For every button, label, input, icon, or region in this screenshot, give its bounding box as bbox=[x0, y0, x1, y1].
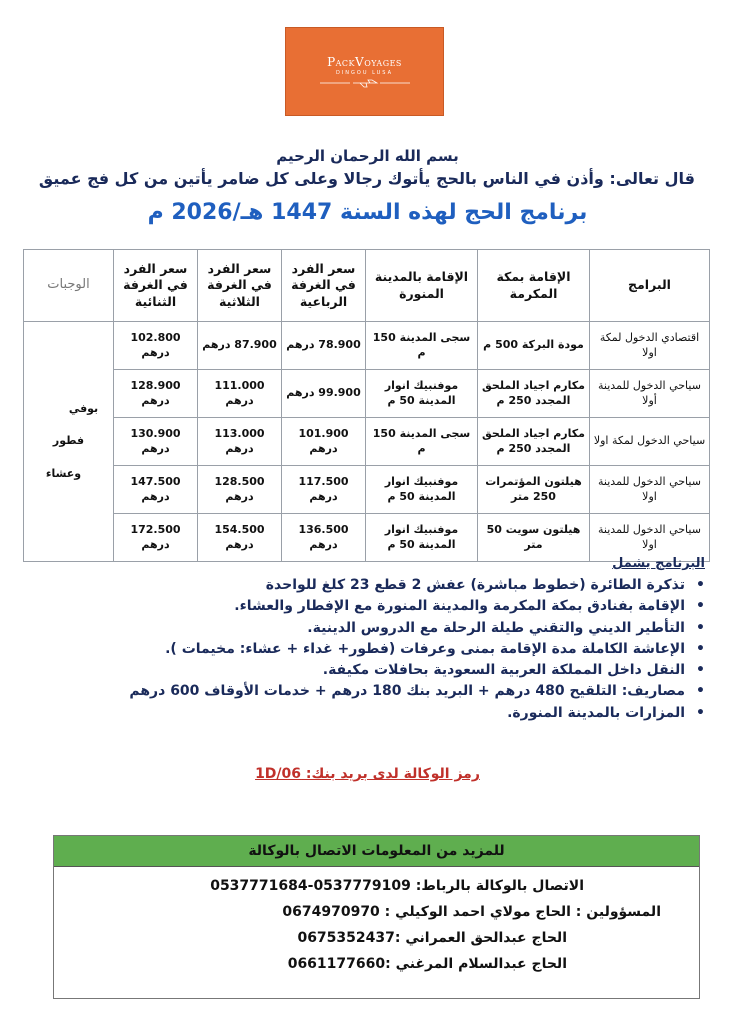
cell-triple: 113.000 درهم bbox=[198, 418, 282, 466]
cell-makkah: هيلتون سويت 50 متر bbox=[478, 514, 590, 562]
table-row bbox=[24, 370, 710, 418]
header-meals: الوجبات bbox=[24, 250, 114, 322]
list-item: • تذكرة الطائرة (خطوط مباشرة) عفش 2 قطع 23 كلغ للواحدة bbox=[5, 575, 685, 596]
cell-quad: 117.500 درهم bbox=[282, 466, 366, 514]
airplane-icon bbox=[320, 78, 410, 88]
cell-makkah: مكارم اجياد الملحق المجدد 250 م bbox=[478, 370, 590, 418]
list-item: • المزارات بالمدينة المنورة. bbox=[5, 703, 685, 724]
price-table bbox=[23, 249, 710, 562]
contact-manager-3: الحاج عبدالسلام المرغني :0661177660 bbox=[287, 956, 567, 972]
list-item: • الإقامة بفنادق بمكة المكرمة والمدينة المنورة مع الإفطار والعشاء. bbox=[5, 596, 685, 617]
cell-quad: 99.900 درهم bbox=[282, 370, 366, 418]
table-header-row bbox=[24, 250, 710, 322]
includes-list bbox=[5, 575, 705, 724]
contact-agency-phones: الاتصال بالوكالة بالرباط: 0537779109-0537771684 bbox=[210, 878, 584, 894]
cell-double: 102.800 درهم bbox=[114, 322, 198, 370]
list-item: • الإعاشة الكاملة مدة الإقامة بمنى وعرفات (فطور+ غداء + عشاء: مخيمات ). bbox=[5, 639, 685, 660]
cell-double: 130.900 درهم bbox=[114, 418, 198, 466]
table-row bbox=[24, 514, 710, 562]
header-quad: سعر الفرد في الغرفة الرباعية bbox=[282, 250, 366, 322]
header-program: البرامج bbox=[590, 250, 710, 322]
cell-triple: 111.000 درهم bbox=[198, 370, 282, 418]
header-madinah: الإقامة بالمدينة المنورة bbox=[366, 250, 478, 322]
table-row bbox=[24, 466, 710, 514]
list-item: • التأطير الديني والتقني طيلة الرحلة مع الدروس الدينية. bbox=[5, 618, 685, 639]
cell-double: 128.900 درهم bbox=[114, 370, 198, 418]
cell-double: 147.500 درهم bbox=[114, 466, 198, 514]
logo-subtitle: DINGOU LUSA bbox=[335, 70, 393, 76]
cell-program: سياحي الدخول لمكة اولا bbox=[590, 418, 710, 466]
cell-makkah: مودة البركة 500 م bbox=[478, 322, 590, 370]
agency-code: رمز الوكالة لدى بريد بنك: 1D/06 bbox=[255, 766, 480, 782]
meal-breakfast: فطور bbox=[52, 434, 85, 448]
cell-madinah: سجى المدينة 150 م bbox=[366, 418, 478, 466]
contact-heading: للمزيد من المعلومات الاتصال بالوكالة bbox=[54, 836, 699, 867]
list-item: • مصاريف: التلقيح 480 درهم + البريد بنك 180 درهم + خدمات الأوقاف 600 درهم bbox=[5, 681, 685, 702]
cell-quad: 101.900 درهم bbox=[282, 418, 366, 466]
cell-madinah: سجى المدينة 150 م bbox=[366, 322, 478, 370]
meal-buffet: بوفي bbox=[68, 402, 99, 416]
cell-triple: 128.500 درهم bbox=[198, 466, 282, 514]
page-title: برنامج الحج لهذه السنة 1447 هـ/2026 م bbox=[147, 200, 588, 225]
contact-manager-1: المسؤولين : الحاج مولاي احمد الوكيلي : 0674970970 bbox=[282, 904, 661, 920]
cell-double: 172.500 درهم bbox=[114, 514, 198, 562]
includes-heading: البرنامج يشمل bbox=[612, 556, 705, 571]
header-double: سعر الفرد في الغرفة الثنائية bbox=[114, 250, 198, 322]
table-row bbox=[24, 418, 710, 466]
contact-manager-2: الحاج عبدالحق العمراني :0675352437 bbox=[297, 930, 567, 946]
cell-program: اقتصادي الدخول لمكة اولا bbox=[590, 322, 710, 370]
cell-program: سياحي الدخول للمدينة أولا bbox=[590, 370, 710, 418]
meal-dinner: وعشاء bbox=[45, 466, 82, 480]
table-row bbox=[24, 322, 710, 370]
cell-program: سياحي الدخول للمدينة اولا bbox=[590, 466, 710, 514]
cell-triple: 154.500 درهم bbox=[198, 514, 282, 562]
cell-quad: 136.500 درهم bbox=[282, 514, 366, 562]
cell-madinah: موفنبيك انوار المدينة 50 م bbox=[366, 466, 478, 514]
contact-box bbox=[53, 835, 700, 999]
cell-makkah: مكارم اجياد الملحق المجدد 250 م bbox=[478, 418, 590, 466]
bismillah: بسم الله الرحمان الرحيم bbox=[276, 147, 459, 165]
cell-makkah: هيلتون المؤتمرات 250 متر bbox=[478, 466, 590, 514]
header-makkah: الإقامة بمكة المكرمة bbox=[478, 250, 590, 322]
agency-logo bbox=[285, 27, 444, 116]
header-triple: سعر الفرد في الغرفة الثلاثية bbox=[198, 250, 282, 322]
cell-madinah: موفنبيك انوار المدينة 50 م bbox=[366, 370, 478, 418]
cell-program: سياحي الدخول للمدينة اولا bbox=[590, 514, 710, 562]
cell-quad: 78.900 درهم bbox=[282, 322, 366, 370]
cell-triple: 87.900 درهم bbox=[198, 322, 282, 370]
cell-meals bbox=[24, 322, 114, 562]
quran-verse: قال تعالى: وأذن في الناس بالحج يأتوك رجالا وعلى كل ضامر يأتين من كل فج عميق bbox=[38, 169, 695, 188]
logo-wordmark: PackVoyages bbox=[327, 55, 402, 69]
cell-madinah: موفنبيك انوار المدينة 50 م bbox=[366, 514, 478, 562]
list-item: • النقل داخل المملكة العربية السعودية بحافلات مكيفة. bbox=[5, 660, 685, 681]
